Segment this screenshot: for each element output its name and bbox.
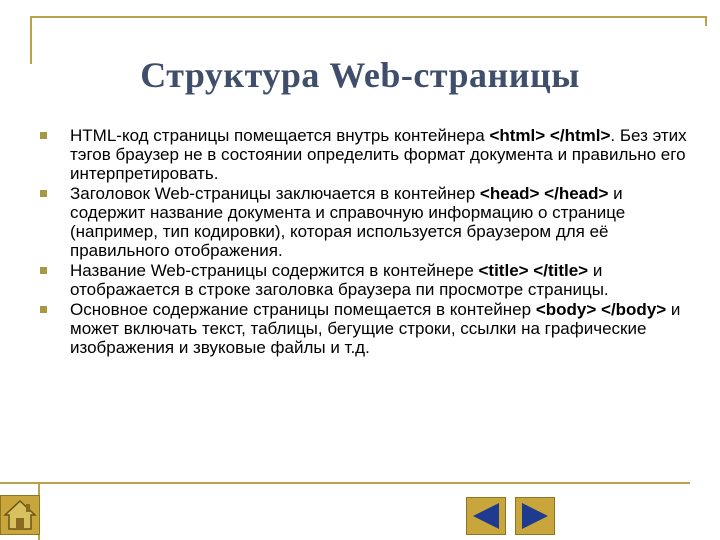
frame-bottom-line xyxy=(0,482,690,484)
bullet-text: . Без этих тэгов браузер не в состоянии определить формат документа и правильно его интерпретировать. xyxy=(70,126,687,183)
bullet-text: и отображается в строке заголовка браузера пи просмотре страницы. xyxy=(70,261,609,299)
html-tag-text: <head> </head> xyxy=(479,184,609,203)
html-tag-text: <html> </html> xyxy=(489,126,611,145)
bullet-square-icon xyxy=(40,132,47,139)
bullet-square-icon xyxy=(40,267,47,274)
bullet-list xyxy=(40,126,690,358)
frame-right-line xyxy=(705,16,707,26)
bullet-square-icon xyxy=(40,306,47,313)
bullet-text: и содержит название документа и справочную информацию о странице (например, тип кодировки), которая используется браузером для её правильного отображения. xyxy=(70,184,626,260)
bullet-square-icon xyxy=(40,190,47,197)
bullet-text: Основное содержание страницы помещается в контейнер xyxy=(70,300,536,319)
home-button[interactable] xyxy=(0,495,40,535)
bullet-text: Название Web-страницы содержится в контейнере xyxy=(70,261,479,280)
bullet-text: Заголовок Web-страницы заключается в контейнер xyxy=(70,184,480,203)
html-tag-text: <body> </body> xyxy=(535,300,667,319)
triangle-right-icon xyxy=(516,498,554,534)
bullet-item xyxy=(40,300,690,357)
bullet-text: и может включать текст, таблицы, бегущие строки, ссылки на графические изображения и звуковые файлы и т.д. xyxy=(70,300,681,357)
bullet-item xyxy=(40,184,690,260)
previous-slide-button[interactable] xyxy=(466,497,506,535)
triangle-left-icon xyxy=(467,498,505,534)
html-tag-text: <title> </title> xyxy=(478,261,589,280)
frame-top-line xyxy=(30,16,707,18)
bullet-text: HTML-код страницы помещается внутрь контейнера xyxy=(70,126,490,145)
home-icon xyxy=(1,496,39,534)
bullet-item xyxy=(40,126,690,183)
slide-title: Структура Web-страницы xyxy=(140,55,580,96)
bullet-item xyxy=(40,261,690,299)
next-slide-button[interactable] xyxy=(515,497,555,535)
